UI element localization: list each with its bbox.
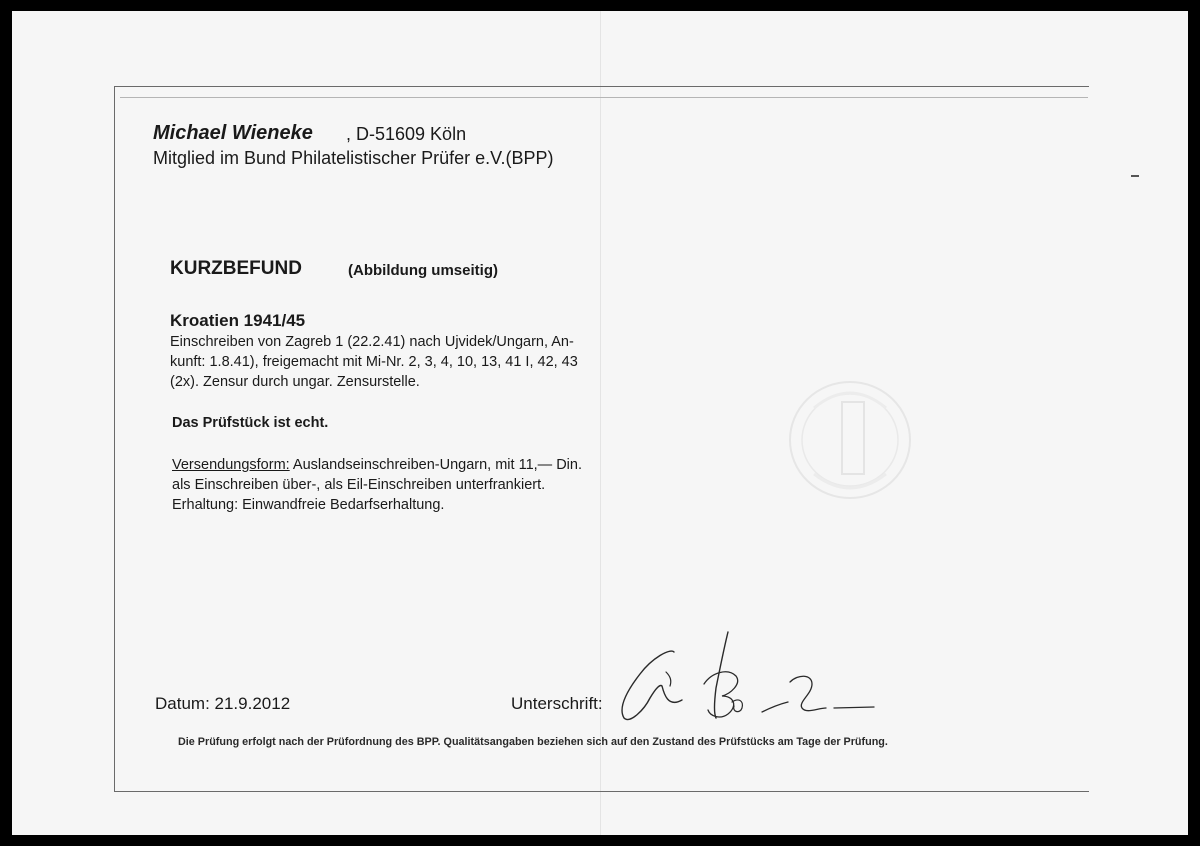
report-country: Kroatien 1941/45: [170, 311, 306, 330]
certificate-frame: [114, 86, 1089, 792]
certificate-date: Datum: 21.9.2012: [155, 694, 291, 713]
report-heading-note: (Abbildung umseitig): [348, 262, 498, 279]
certificate-footer: Die Prüfung erfolgt nach der Prüfordnung des BPP. Qualitätsangaben beziehen sich auf den Zustand des Prüfstücks am Tage der Prüfung.: [178, 736, 888, 748]
description-line: kunft: 1.8.41), freigemacht mit Mi-Nr. 2, 3, 4, 10, 13, 41 I, 42, 43: [170, 354, 578, 370]
report-details: [172, 455, 582, 515]
shipping-line-2: als Einschreiben über-, als Eil-Einschreiben unterfrankiert.: [172, 477, 546, 493]
shipping-label: Versendungsform:: [172, 457, 290, 473]
report-heading: KURZBEFUND: [170, 258, 302, 279]
handwritten-signature-icon: [612, 628, 882, 728]
shipping-line: [172, 455, 582, 475]
signature-label: Unterschrift:: [511, 694, 603, 713]
report-verdict: Das Prüfstück ist echt.: [172, 415, 329, 431]
examiner-name: Michael Wieneke: [153, 122, 313, 144]
shipping-value: Auslandseinschreiben-Ungarn, mit 11,— Din.: [289, 457, 582, 473]
report-description: [170, 332, 578, 392]
certificate-frame-inner-line: [120, 97, 1088, 98]
examiner-location: , D-51609 Köln: [346, 124, 467, 144]
description-line: (2x). Zensur durch ungar. Zensurstelle.: [170, 374, 420, 390]
examiner-membership: Mitglied im Bund Philatelistischer Prüfer e.V.(BPP): [153, 148, 554, 168]
description-line: Einschreiben von Zagreb 1 (22.2.41) nach Ujvidek/Ungarn, An-: [170, 334, 574, 350]
edge-mark: [1131, 175, 1139, 177]
embossed-seal-icon: [784, 378, 924, 506]
condition-line: Erhaltung: Einwandfreie Bedarfserhaltung.: [172, 497, 445, 513]
